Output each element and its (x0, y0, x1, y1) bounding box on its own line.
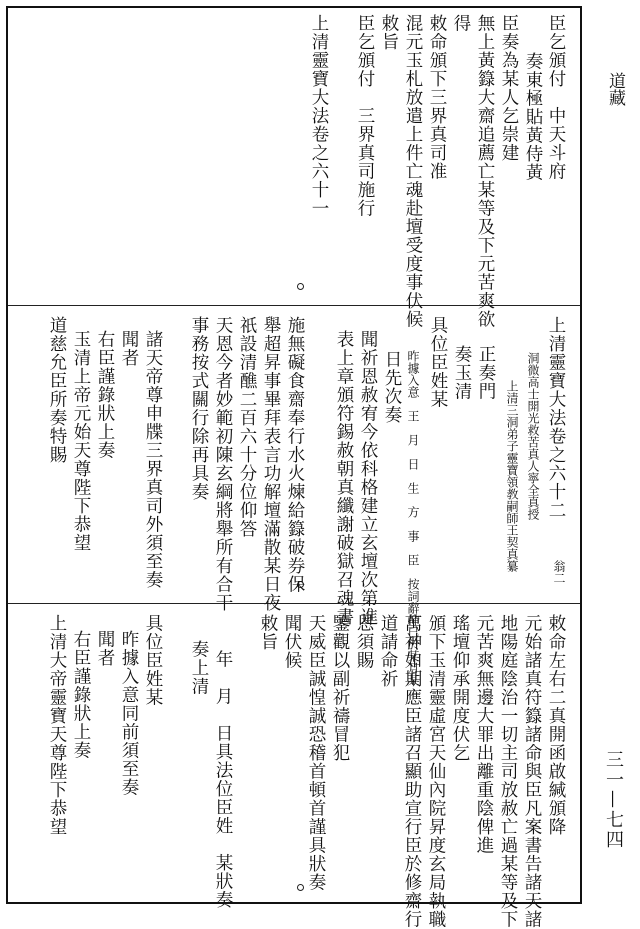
text-column: 道慈允臣所奏特賜 (47, 316, 67, 464)
text-column: 聞者 (119, 330, 139, 367)
binding-hole-marker (297, 283, 304, 290)
text-column: 日先次奏 (382, 350, 402, 424)
text-column: 混元玉札放遣上件亡魂赴壇受度事伏候 (403, 14, 423, 329)
text-column: 祇設清醮二百六十分位仰答 (237, 316, 257, 538)
collection-title: 道藏 (605, 72, 625, 106)
text-column: 恩須賜 (354, 614, 374, 670)
page-mark: 翁二 (552, 560, 566, 584)
text-column: 瑤壇仰承開度伏乞 (450, 614, 470, 762)
text-column: 具位臣姓某 (143, 614, 163, 707)
text-column: 敕命頒下三界真司准 (427, 14, 447, 181)
text-column: 得 (451, 14, 471, 33)
text-column: 諸天帝尊申牒三界真司外須至奏 (143, 330, 163, 589)
text-column: 臣乞頒付 中天斗府 (546, 14, 566, 181)
text-column: 上清大帝靈寶天尊陛下恭望 (47, 614, 67, 836)
text-column: 聞者 (95, 630, 115, 667)
text-column: 奏東極貼黃侍黃 (523, 52, 543, 182)
text-column: 臣奏為某人乞崇建 (499, 14, 519, 162)
page-number: 三一—七四 (603, 750, 624, 850)
binding-hole-marker (297, 884, 304, 891)
text-column: 敕命左右二真開函啟緘頒降 (546, 614, 566, 836)
text-column: 聞伏候 (282, 614, 302, 670)
text-column: 鑒觀以副祈禱冒犯 (330, 614, 350, 762)
text-column: 舉超昇事畢拜表言功解壇滿散某日夜 (261, 316, 281, 612)
text-column: 敕旨 (258, 614, 278, 651)
text-column: 敕旨 (379, 14, 399, 51)
text-column: 道請命祈 (378, 614, 398, 688)
text-column: 表上章頒符錫赦朝真纖謝破獄召魂書 (334, 330, 354, 626)
text-column: 施無礙食齋奉行水火煉給籙破券保 (285, 316, 305, 594)
text-column: 萬神如期應臣諸召顯助宣行臣於修齋行 (402, 614, 422, 929)
text-column: 臣乞頒付 三界真司施行 (355, 14, 375, 218)
text-column: 天恩今者妙範初陳玄綱將舉所有合干 (213, 316, 233, 612)
text-column: 奏玉清 (452, 345, 472, 401)
text-column: 昨據入意同前須至奏 (119, 630, 139, 797)
text-column: 元苦爽無邊大罪出離重陰俾進 (474, 614, 494, 855)
text-column: 年 月 日具法位臣姓 某狀奏 (213, 650, 233, 909)
text-column: 天威臣誠惶誠恐稽首頓首謹具狀奏 (306, 614, 326, 892)
text-column: 正奏門 (476, 345, 496, 401)
text-column: 玉清上帝元始天尊陛下恭望 (71, 330, 91, 552)
text-column: 奏上清 (189, 640, 209, 696)
section-divider-2 (8, 603, 580, 604)
text-column: 昨據入意 王 月 日 生 方 事 臣 按詞辭抑已於某月某 (406, 350, 420, 686)
text-column: 右臣謹錄狀上奏 (71, 630, 91, 760)
text-column: 具位臣姓某 (428, 316, 448, 409)
text-column: 地陽庭陰治一切主司放赦亡過某等及下 (498, 614, 518, 929)
text-column: 事務按式關行除再具奏 (189, 316, 209, 501)
chapter-title: 上清靈寶大法卷之六十二 (546, 316, 566, 520)
author-line: 洞微高士開光救苦真人寧全真授 (526, 352, 540, 520)
text-column: 上清靈寶大法卷之六十一 (309, 14, 329, 218)
text-column: 右臣謹錄狀上奏 (95, 330, 115, 460)
text-column: 頒下玉清靈虛宮天仙內院昇度玄局執職 (426, 614, 446, 929)
text-column: 無上黃籙大齋追薦亡某等及下元苦爽欲 (475, 14, 495, 329)
compiler-line: 上清三洞弟子靈寶領教嗣師王契真纂 (505, 380, 519, 572)
text-column: 元始諸真符籙諸命與臣凡案書告諸天諸 (522, 614, 542, 929)
text-column: 聞祈恩赦宥今依科格建立玄壇次第進 (358, 330, 378, 626)
